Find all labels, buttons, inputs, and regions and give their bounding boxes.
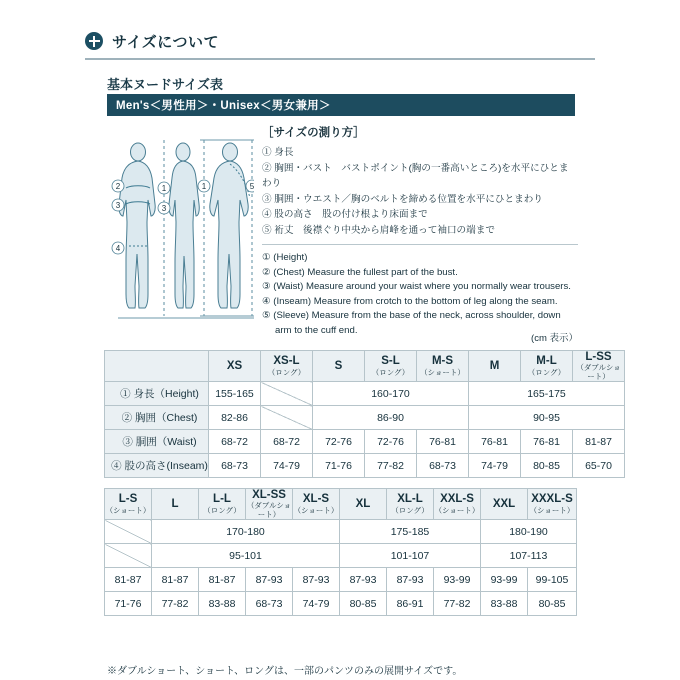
header-cell-size: L-SS （ダブルショート） <box>573 351 625 382</box>
table-cell: 68-73 <box>246 592 293 616</box>
measure-jp-item: ③ 胴囲・ウエスト／胸のベルトを締める位置を水平にひとまわり <box>262 193 543 205</box>
table-cell: 77-82 <box>434 592 481 616</box>
table-cell: 71-76 <box>313 454 365 478</box>
table-cell: 93-99 <box>434 568 481 592</box>
header-cell-size: L-L （ロング） <box>199 489 246 520</box>
table-cell: 87-93 <box>340 568 387 592</box>
measure-jp-list <box>262 145 578 238</box>
table-cell: 68-73 <box>209 454 261 478</box>
header-cell-size: XS <box>209 351 261 382</box>
svg-text:3: 3 <box>161 204 167 213</box>
header-cell-size: L <box>152 489 199 520</box>
table-cell: 155-165 <box>209 382 261 406</box>
table-cell: 74-79 <box>261 454 313 478</box>
header-cell-size: L-S （ショート） <box>105 489 152 520</box>
measure-jp-item: ② 胸囲・バスト バストポイント(胸の一番高いところ)を水平にひとまわり <box>262 162 569 189</box>
row-label: ② 胸囲（Chest) <box>105 406 209 430</box>
header-cell-size: S <box>313 351 365 382</box>
table-cell: 74-79 <box>469 454 521 478</box>
measure-instructions <box>262 124 578 338</box>
table-cell: 90-95 <box>469 406 625 430</box>
table-cell: 77-82 <box>365 454 417 478</box>
header-cell-size: XXXL-S （ショート） <box>528 489 577 520</box>
table-cell: 76-81 <box>469 430 521 454</box>
header-cell-size: XL-L （ロング） <box>387 489 434 520</box>
body-figure-illustration <box>104 126 254 341</box>
table-row <box>105 406 625 430</box>
table-row <box>105 430 625 454</box>
row-label: ④ 股の高さ(Inseam) <box>105 454 209 478</box>
header-cell-size: XL <box>340 489 387 520</box>
table-cell: 65-70 <box>573 454 625 478</box>
section-subtitle-bar: Men's＜男性用＞・Unisex＜男女兼用＞ <box>107 94 575 116</box>
measure-heading: ［サイズの測り方］ <box>262 127 365 139</box>
table-cell: 72-76 <box>313 430 365 454</box>
measure-en-item: ① (Height) <box>262 252 308 263</box>
table-cell: 175-185 <box>340 520 481 544</box>
section-title: 基本ヌードサイズ表 <box>107 77 223 92</box>
header-cell-blank <box>105 351 209 382</box>
measure-jp-item: ④ 股の高さ 股の付け根より床面まで <box>262 209 428 220</box>
table-cell: 80-85 <box>340 592 387 616</box>
svg-text:1: 1 <box>201 182 207 191</box>
table-cell: 86-90 <box>313 406 469 430</box>
unit-note: (cm 表示） <box>531 333 578 344</box>
table-cell: 86-91 <box>387 592 434 616</box>
header-cell-size: XS-L （ロング） <box>261 351 313 382</box>
table-cell: 76-81 <box>521 430 573 454</box>
header-cell-size: M <box>469 351 521 382</box>
table-cell: 68-72 <box>261 430 313 454</box>
body-figures-svg <box>104 126 254 341</box>
measure-en-item: ③ (Waist) Measure around your waist where you normally wear trousers. <box>262 281 571 292</box>
measure-jp-item: ① 身長 <box>262 147 294 158</box>
header-cell-size: XXL-S （ショート） <box>434 489 481 520</box>
table-cell: 72-76 <box>365 430 417 454</box>
table-cell-empty <box>105 520 152 544</box>
size-table-1 <box>104 350 625 478</box>
table-cell: 68-73 <box>417 454 469 478</box>
table-cell-empty <box>261 406 313 430</box>
table-cell: 107-113 <box>481 544 577 568</box>
table-cell-empty <box>105 544 152 568</box>
footnote: ※ダブルショート、ショート、ロングは、一部のパンツのみの展開サイズです。 <box>107 666 463 677</box>
svg-text:2: 2 <box>115 182 121 191</box>
table-cell: 99-105 <box>528 568 577 592</box>
measure-en-item: ② (Chest) Measure the fullest part of the bust. <box>262 266 458 278</box>
table-cell: 81-87 <box>199 568 246 592</box>
table-header-row <box>105 489 577 520</box>
table-cell: 95-101 <box>152 544 340 568</box>
size-table-2 <box>104 488 577 616</box>
header-cell-size: XL-S （ショート） <box>293 489 340 520</box>
table-header-row <box>105 351 625 382</box>
table-cell: 81-87 <box>105 568 152 592</box>
table-cell: 87-93 <box>246 568 293 592</box>
table-cell: 87-93 <box>293 568 340 592</box>
row-label: ① 身長（Height) <box>105 382 209 406</box>
table-cell: 170-180 <box>152 520 340 544</box>
table-cell: 83-88 <box>199 592 246 616</box>
header-cell-size: XXL <box>481 489 528 520</box>
table-cell: 101-107 <box>340 544 481 568</box>
table-cell: 180-190 <box>481 520 577 544</box>
table-cell: 81-87 <box>573 430 625 454</box>
table-row <box>105 544 577 568</box>
header-cell-size: S-L （ロング） <box>365 351 417 382</box>
header-cell-size: XL-SS （ダブルショート） <box>246 489 292 519</box>
table-cell: 93-99 <box>481 568 528 592</box>
table-cell: 165-175 <box>469 382 625 406</box>
table-row <box>105 454 625 478</box>
table-cell: 80-85 <box>521 454 573 478</box>
measure-jp-item: ⑤ 裄丈 後襟ぐり中央から肩峰を通って袖口の端まで <box>262 224 495 236</box>
table-row <box>105 382 625 406</box>
table-cell: 71-76 <box>105 592 152 616</box>
svg-text:5: 5 <box>249 182 254 191</box>
header-cell-size: M-L （ロング） <box>521 351 573 382</box>
table-cell: 87-93 <box>387 568 434 592</box>
header-cell-size: M-S （ショート） <box>417 351 469 382</box>
table-cell: 82-86 <box>209 406 261 430</box>
measure-en-item: ④ (Inseam) Measure from crotch to the bottom of leg along the seam. <box>262 295 558 307</box>
table-row <box>105 520 577 544</box>
table-row <box>105 592 577 616</box>
table-cell: 68-72 <box>209 430 261 454</box>
table-cell-empty <box>261 382 313 406</box>
divider <box>262 244 578 245</box>
table-row <box>105 568 577 592</box>
table-cell: 80-85 <box>528 592 577 616</box>
table-cell: 76-81 <box>417 430 469 454</box>
table-cell: 77-82 <box>152 592 199 616</box>
svg-text:3: 3 <box>115 201 121 210</box>
plus-circle-icon <box>85 32 103 50</box>
table-cell: 81-87 <box>152 568 199 592</box>
table-cell: 160-170 <box>313 382 469 406</box>
row-label: ③ 胴囲（Waist) <box>105 430 209 454</box>
svg-text:4: 4 <box>115 244 121 253</box>
measure-en-item: ⑤ (Sleeve) Measure from the base of the neck, across shoulder, down arm to the cuff end. <box>262 310 561 336</box>
measure-en-list <box>262 251 578 338</box>
table-cell: 74-79 <box>293 592 340 616</box>
table-cell: 83-88 <box>481 592 528 616</box>
svg-text:1: 1 <box>161 184 167 193</box>
page-title: サイズについて <box>112 33 220 51</box>
page-header <box>85 24 595 60</box>
